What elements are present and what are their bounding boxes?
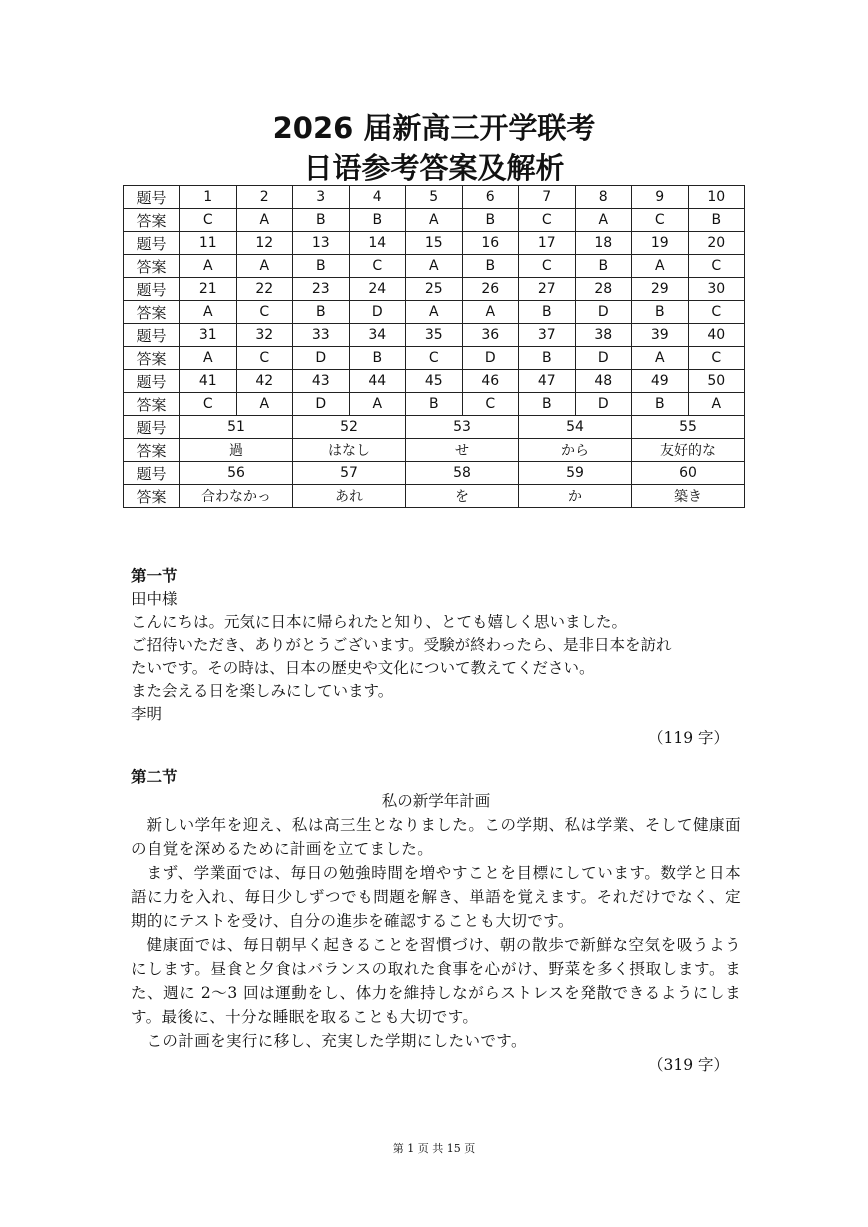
question-number-cell: 38 <box>575 324 632 347</box>
table-row <box>124 186 745 209</box>
row-label-question: 题号 <box>124 232 180 255</box>
answer-cell: D <box>575 347 632 370</box>
answer-cell: D <box>575 301 632 324</box>
question-number-cell: 48 <box>575 370 632 393</box>
question-number-cell: 46 <box>462 370 519 393</box>
section-1-heading: 第一节 <box>131 567 178 585</box>
essay-paragraph: この計画を実行に移し、充実した学期にしたいです。 <box>146 1032 527 1050</box>
answer-cell: A <box>575 209 632 232</box>
answer-cell: B <box>688 209 745 232</box>
question-number-cell: 45 <box>406 370 463 393</box>
question-number-cell: 15 <box>406 232 463 255</box>
row-label-answer: 答案 <box>124 347 180 370</box>
row-label-answer: 答案 <box>124 301 180 324</box>
question-number-cell: 42 <box>236 370 293 393</box>
question-number-cell: 12 <box>236 232 293 255</box>
row-label-question: 题号 <box>124 186 180 209</box>
page-footer: 第 1 页 共 15 页 <box>392 1142 476 1155</box>
row-label-question: 题号 <box>124 278 180 301</box>
essay-paragraph: 新しい学年を迎え、私は高三生となりました。この学期、私は学業、そして健康面の自覚を深めるために計画を立てました。 <box>131 816 741 858</box>
question-number-cell: 25 <box>406 278 463 301</box>
question-number-cell: 53 <box>406 416 519 439</box>
table-row <box>124 370 745 393</box>
answer-cell: A <box>462 301 519 324</box>
answer-cell: か <box>519 485 632 508</box>
answer-cell: あれ <box>293 485 406 508</box>
row-label-answer: 答案 <box>124 209 180 232</box>
question-number-cell: 47 <box>519 370 576 393</box>
answer-cell: B <box>519 347 576 370</box>
row-label-question: 题号 <box>124 324 180 347</box>
answer-cell: C <box>180 393 237 416</box>
letter-line: また会える日を楽しみにしています。 <box>131 682 394 700</box>
question-number-cell: 9 <box>632 186 689 209</box>
question-number-cell: 23 <box>293 278 350 301</box>
answer-cell: A <box>236 393 293 416</box>
answer-cell: B <box>293 209 350 232</box>
answer-cell: C <box>462 393 519 416</box>
row-label-answer: 答案 <box>124 485 180 508</box>
question-number-cell: 6 <box>462 186 519 209</box>
answer-cell: B <box>632 393 689 416</box>
table-row <box>124 209 745 232</box>
answer-cell: A <box>180 255 237 278</box>
question-number-cell: 58 <box>406 462 519 485</box>
question-number-cell: 24 <box>349 278 406 301</box>
answer-cell: 築き <box>632 485 745 508</box>
letter-line: こんにちは。元気に日本に帰られたと知り、とても嬉しく思いました。 <box>131 613 628 631</box>
question-number-cell: 5 <box>406 186 463 209</box>
answer-cell: A <box>406 255 463 278</box>
section-2-heading: 第二节 <box>131 768 178 786</box>
answer-cell: C <box>688 347 745 370</box>
question-number-cell: 4 <box>349 186 406 209</box>
essay-paragraph: まず、学業面では、毎日の勉強時間を増やすことを目標にしています。数学と日本語に力を入れ、毎日少しずつでも問題を解き、単語を覚えます。それだけでなく、定期的にテストを受け、自分の進歩を確認することも大切です。 <box>131 864 741 930</box>
table-row <box>124 439 745 462</box>
question-number-cell: 49 <box>632 370 689 393</box>
answer-cell: C <box>688 301 745 324</box>
question-number-cell: 21 <box>180 278 237 301</box>
word-count: （119 字） <box>647 729 729 747</box>
question-number-cell: 51 <box>180 416 293 439</box>
answer-cell: 友好的な <box>632 439 745 462</box>
answer-table <box>123 185 745 508</box>
answer-cell: C <box>349 255 406 278</box>
essay-title: 私の新学年計画 <box>381 792 491 810</box>
answer-cell: C <box>519 209 576 232</box>
question-number-cell: 20 <box>688 232 745 255</box>
answer-cell: D <box>462 347 519 370</box>
answer-cell: B <box>519 301 576 324</box>
answer-cell: B <box>293 255 350 278</box>
word-count: （319 字） <box>647 1056 729 1074</box>
answer-cell: B <box>406 393 463 416</box>
answer-cell: B <box>519 393 576 416</box>
question-number-cell: 50 <box>688 370 745 393</box>
question-number-cell: 56 <box>180 462 293 485</box>
question-number-cell: 14 <box>349 232 406 255</box>
answer-cell: はなし <box>293 439 406 462</box>
answer-cell: C <box>180 209 237 232</box>
question-number-cell: 17 <box>519 232 576 255</box>
question-number-cell: 33 <box>293 324 350 347</box>
table-row <box>124 301 745 324</box>
letter-line: ご招待いただき、ありがとうございます。受験が終わったら、是非日本を訪れ <box>131 636 672 654</box>
question-number-cell: 41 <box>180 370 237 393</box>
row-label-answer: 答案 <box>124 255 180 278</box>
question-number-cell: 30 <box>688 278 745 301</box>
answer-cell: A <box>406 209 463 232</box>
table-row <box>124 255 745 278</box>
answer-cell: A <box>632 347 689 370</box>
answer-cell: D <box>293 347 350 370</box>
question-number-cell: 18 <box>575 232 632 255</box>
question-number-cell: 13 <box>293 232 350 255</box>
answer-cell: B <box>462 209 519 232</box>
answer-cell: D <box>349 301 406 324</box>
answer-cell: B <box>632 301 689 324</box>
question-number-cell: 34 <box>349 324 406 347</box>
section-2 <box>131 766 741 1077</box>
letter-salutation: 田中様 <box>131 590 178 608</box>
letter-signature: 李明 <box>131 705 163 723</box>
answer-cell: A <box>632 255 689 278</box>
answer-cell: D <box>293 393 350 416</box>
question-number-cell: 57 <box>293 462 406 485</box>
table-row <box>124 324 745 347</box>
answer-cell: B <box>575 255 632 278</box>
page-title: 2026 届新高三开学联考 <box>272 111 596 145</box>
question-number-cell: 59 <box>519 462 632 485</box>
question-number-cell: 43 <box>293 370 350 393</box>
question-number-cell: 1 <box>180 186 237 209</box>
answer-cell: D <box>575 393 632 416</box>
answer-cell: C <box>406 347 463 370</box>
question-number-cell: 36 <box>462 324 519 347</box>
answer-cell: C <box>688 255 745 278</box>
table-row <box>124 347 745 370</box>
question-number-cell: 26 <box>462 278 519 301</box>
answer-cell: A <box>688 393 745 416</box>
answer-cell: C <box>519 255 576 278</box>
answer-cell: A <box>180 347 237 370</box>
question-number-cell: 10 <box>688 186 745 209</box>
essay-paragraph: 健康面では、毎日朝早く起きることを習慣づけ、朝の散歩で新鮮な空気を吸うようにします。昼食と夕食はバランスの取れた食事を心がけ、野菜を多く摂取します。また、週に 2～3 回は運動をし、体力を維持しながらストレスを発散できるようにします。最後に、十分な睡眠を取ることも大切です。 <box>131 936 741 1026</box>
table-row <box>124 393 745 416</box>
question-number-cell: 27 <box>519 278 576 301</box>
question-number-cell: 22 <box>236 278 293 301</box>
question-number-cell: 29 <box>632 278 689 301</box>
row-label-question: 题号 <box>124 462 180 485</box>
answer-cell: A <box>236 255 293 278</box>
question-number-cell: 52 <box>293 416 406 439</box>
answer-cell: A <box>180 301 237 324</box>
answer-cell: C <box>236 347 293 370</box>
row-label-question: 题号 <box>124 370 180 393</box>
question-number-cell: 28 <box>575 278 632 301</box>
answer-cell: A <box>236 209 293 232</box>
question-number-cell: 55 <box>632 416 745 439</box>
question-number-cell: 35 <box>406 324 463 347</box>
table-row <box>124 416 745 439</box>
question-number-cell: 39 <box>632 324 689 347</box>
row-label-question: 题号 <box>124 416 180 439</box>
answer-cell: せ <box>406 439 519 462</box>
answer-cell: 過 <box>180 439 293 462</box>
answer-cell: B <box>349 209 406 232</box>
table-row <box>124 485 745 508</box>
question-number-cell: 44 <box>349 370 406 393</box>
question-number-cell: 60 <box>632 462 745 485</box>
answer-cell: B <box>293 301 350 324</box>
answer-cell: 合わなかっ <box>180 485 293 508</box>
question-number-cell: 8 <box>575 186 632 209</box>
question-number-cell: 7 <box>519 186 576 209</box>
question-number-cell: 16 <box>462 232 519 255</box>
question-number-cell: 40 <box>688 324 745 347</box>
question-number-cell: 2 <box>236 186 293 209</box>
question-number-cell: 54 <box>519 416 632 439</box>
question-number-cell: 32 <box>236 324 293 347</box>
answer-cell: A <box>349 393 406 416</box>
letter-line: たいです。その時は、日本の歴史や文化について教えてください。 <box>131 659 595 677</box>
answer-cell: A <box>406 301 463 324</box>
answer-cell: C <box>632 209 689 232</box>
question-number-cell: 19 <box>632 232 689 255</box>
question-number-cell: 3 <box>293 186 350 209</box>
answer-cell: から <box>519 439 632 462</box>
row-label-answer: 答案 <box>124 393 180 416</box>
page-subtitle: 日语参考答案及解析 <box>303 151 565 185</box>
question-number-cell: 31 <box>180 324 237 347</box>
answer-cell: B <box>349 347 406 370</box>
row-label-answer: 答案 <box>124 439 180 462</box>
answer-cell: を <box>406 485 519 508</box>
answer-cell: C <box>236 301 293 324</box>
section-1 <box>131 565 741 750</box>
answer-cell: B <box>462 255 519 278</box>
question-number-cell: 37 <box>519 324 576 347</box>
table-row <box>124 278 745 301</box>
question-number-cell: 11 <box>180 232 237 255</box>
table-row <box>124 232 745 255</box>
table-row <box>124 462 745 485</box>
